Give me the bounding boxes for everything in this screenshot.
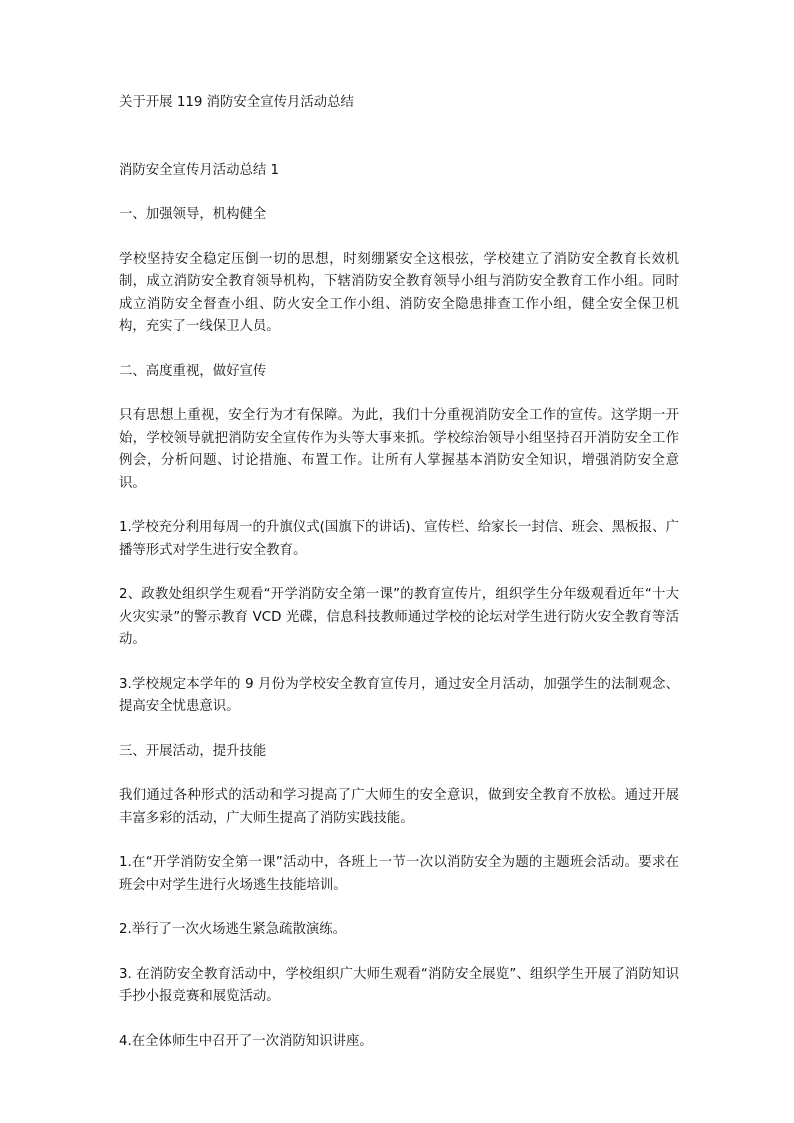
heading-1: 一、加强领导，机构健全 xyxy=(119,207,267,222)
document-body xyxy=(119,92,679,1075)
paragraph-10: 4.在全体师生中召开了一次消防知识讲座。 xyxy=(119,1033,373,1049)
paragraph-4: 2、政教处组织学生观看“开学消防安全第一课”的教育宣传片，组织学生分年级观看近年“十大火灾实录”的警示教育 VCD 光碟，信息科技教师通过学校的论坛对学生进行防火安全教育等活动。 xyxy=(119,587,679,647)
document-title: 关于开展 119 消防安全宣传月活动总结 xyxy=(119,95,354,110)
section-title: 消防安全宣传月活动总结 1 xyxy=(119,162,280,178)
paragraph-6: 我们通过各种形式的活动和学习提高了广大师生的安全意识，做到安全教育不放松。通过开展丰富多彩的活动，广大师生提高了消防实践技能。 xyxy=(119,788,679,826)
paragraph-2: 只有思想上重视，安全行为才有保障。为此，我们十分重视消防安全工作的宣传。这学期一开始，学校领导就把消防安全宣传作为头等大事来抓。学校综治领导小组坚持召开消防安全工作例会，分析问题、讨论措施、布置工作。让所有人掌握基本消防安全知识，增强消防安全意识。 xyxy=(119,408,679,491)
heading-3: 三、开展活动，提升技能 xyxy=(119,743,267,759)
paragraph-5: 3.学校规定本学年的 9 月份为学校安全教育宣传月，通过安全月活动，加强学生的法制观念、提高安全忧患意识。 xyxy=(119,676,679,714)
paragraph-9: 3. 在消防安全教育活动中，学校组织广大师生观看“消防安全展览”、组织学生开展了消防知识手抄小报竞赛和展览活动。 xyxy=(119,966,679,1004)
paragraph-7: 1.在“开学消防安全第一课”活动中，各班上一节一次以消防安全为题的主题班会活动。要求在班会中对学生进行火场逃生技能培训。 xyxy=(119,855,679,893)
paragraph-1: 学校坚持安全稳定压倒一切的思想，时刻绷紧安全这根弦，学校建立了消防安全教育长效机制，成立消防安全教育领导机构，下辖消防安全教育领导小组与消防安全教育工作小组。同时成立消防安全督查小组、防火安全工作小组、消防安全隐患排查工作小组，健全安全保卫机构，充实了一线保卫人员。 xyxy=(119,251,679,334)
heading-2: 二、高度重视，做好宣传 xyxy=(119,363,267,379)
paragraph-3: 1.学校充分利用每周一的升旗仪式(国旗下的讲话)、宣传栏、给家长一封信、班会、黑板报、广播等形式对学生进行安全教育。 xyxy=(119,520,679,558)
paragraph-8: 2.举行了一次火场逃生紧急疏散演练。 xyxy=(119,922,347,937)
